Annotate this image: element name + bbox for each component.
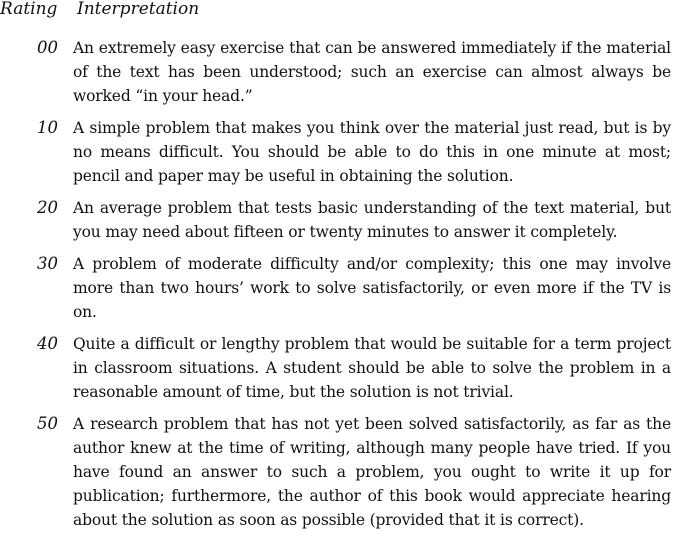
rating-description: An extremely easy exercise that can be answered immediately if the material of the text has been understood; such an exercise can almost always be worked “in your head.” [73,39,671,105]
rating-value: 50 [37,414,58,433]
rating-description: A problem of moderate difficulty and/or complexity; this one may involve more than two hours’ work to solve satisfactorily, or even more if the TV is on. [73,255,671,321]
rating-entry-20 [0,196,673,244]
rating-value: 00 [37,38,58,57]
rating-description: Quite a difficult or lengthy problem that would be suitable for a term project in classroom situations. A student should be able to solve the problem in a reasonable amount of time, but the solution is not trivial. [73,335,671,401]
rating-entry-40 [0,332,673,404]
rating-value: 40 [37,334,58,353]
rating-entry-00 [0,36,673,108]
rating-entry-30 [0,252,673,324]
rating-description: A simple problem that makes you think over the material just read, but is by no means difficult. You should be able to do this in one minute at most; pencil and paper may be useful in obtaining the solution. [73,119,671,185]
rating-entry-50 [0,412,673,532]
rating-list [0,36,673,540]
rating-description: A research problem that has not yet been solved satisfactorily, as far as the author knew at the time of writing, although many people have tried. If you have found an answer to such a problem, you ought to write it up for publication; furthermore, the author of this book would appreciate hearing about the solution as soon as possible (provided that it is correct). [73,415,671,529]
interpretation-column-header: Interpretation [77,0,200,19]
rating-value: 20 [37,198,58,217]
rating-value: 30 [37,254,58,273]
rating-entry-10 [0,116,673,188]
rating-value: 10 [37,118,58,137]
rating-description: An average problem that tests basic understanding of the text material, but you may need about fifteen or twenty minutes to answer it completely. [73,199,671,241]
rating-column-header: Rating [0,0,58,19]
